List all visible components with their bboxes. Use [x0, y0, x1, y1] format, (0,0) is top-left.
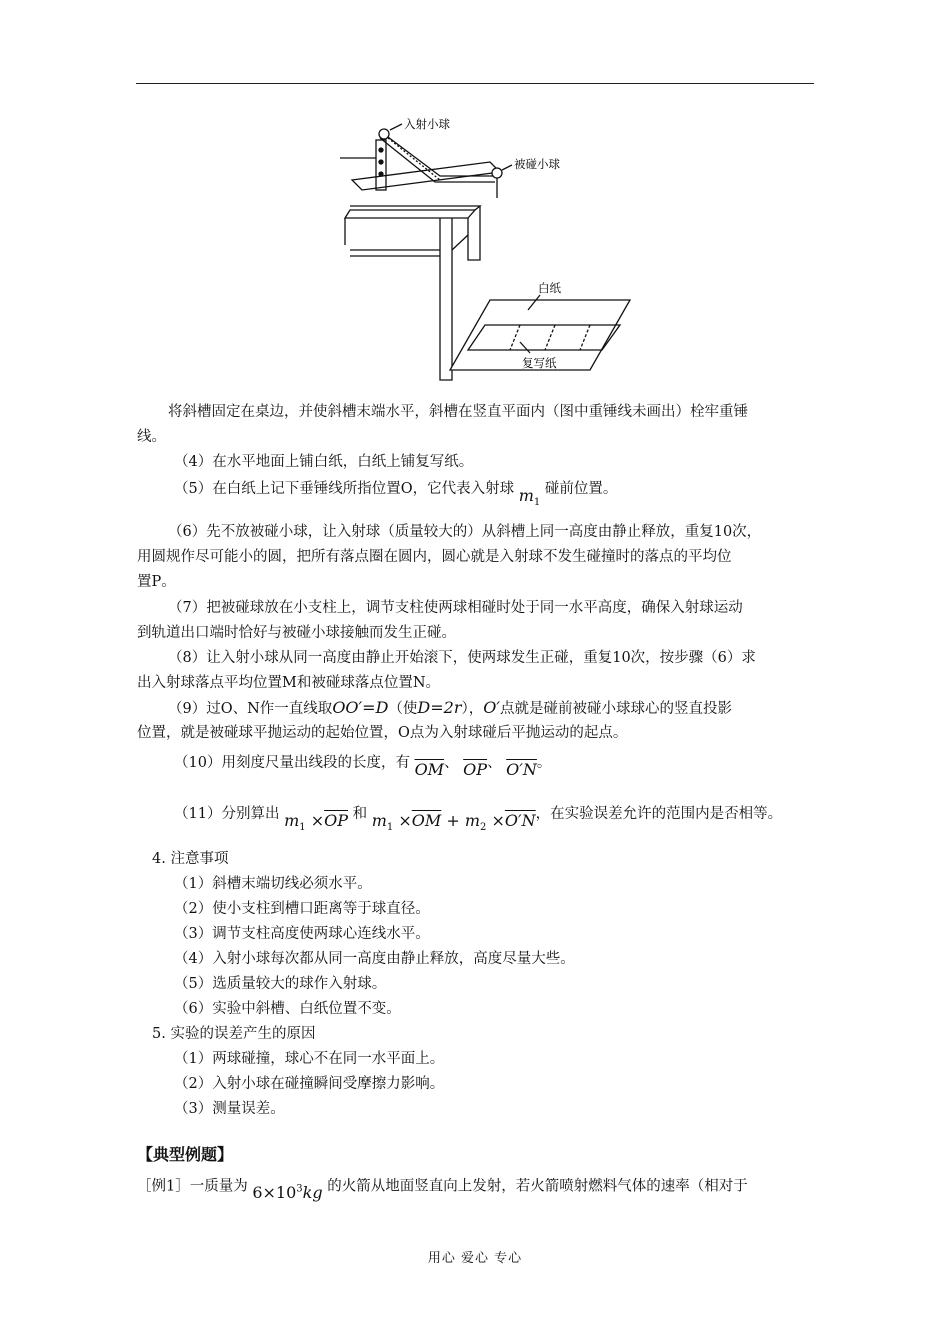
separator: 、	[487, 755, 502, 771]
o-prime: O′	[483, 698, 500, 717]
step-6-line-2: 用圆规作尽可能小的圆，把所有落点圈在圆内，圆心就是入射球不发生碰撞时的落点的平均位	[137, 549, 732, 565]
step-9-text: （9）过O、N作一直线取	[168, 701, 333, 717]
label-incident-ball: 入射小球	[404, 117, 450, 131]
error-item: （3）测量误差。	[174, 1101, 285, 1117]
label-carbon-paper: 复写纸	[522, 356, 557, 370]
step-9-text-b: （使	[388, 701, 418, 717]
mass-value: $6\times 10^3kg$	[252, 1183, 323, 1203]
notes-heading: 4. 注意事项	[152, 851, 229, 867]
segment-on: O′N	[506, 760, 537, 779]
para-1-line-1: 将斜槽固定在桌边，并使斜槽末端水平，斜槽在竖直平面内（图中重锤线未画出）栓牢重锤	[168, 404, 748, 420]
step-6-line-3: 置P。	[137, 574, 176, 590]
example-1	[137, 1172, 748, 1203]
and: 和	[352, 806, 368, 822]
step-6-line-1: （6）先不放被碰小球，让入射球（质量较大的）从斜槽上同一高度由静止释放，重复10次，	[168, 524, 762, 540]
errors-heading: 5. 实验的误差产生的原因	[152, 1026, 316, 1042]
expr-m1-om-plus-m2-on: $m_1 \times\overline{OM} + m_2 \times O'N$	[371, 811, 536, 834]
examples-title: 【典型例题】	[137, 1145, 234, 1164]
step-11-text-end: ，在实验误差允许的范围内是否相等。	[535, 806, 783, 822]
segment-om: $\overline{OM}$	[414, 760, 445, 779]
m1-symbol: $m_1$	[518, 486, 541, 509]
d-eq-2r: D=2r	[417, 698, 462, 717]
step-7-line-2: 到轨道出口端时恰好与被碰小球接触而发生正碰。	[137, 625, 456, 641]
label-target-ball: 被碰小球	[514, 157, 560, 171]
para-1-line-2: 线。	[137, 429, 166, 445]
note-item: （5）选质量较大的球作入射球。	[174, 976, 387, 992]
segment-op: $\overline{OP}$	[463, 760, 488, 779]
error-item: （1）两球碰撞，球心不在同一水平面上。	[174, 1051, 445, 1067]
header-rule	[136, 83, 814, 84]
period: 。	[536, 755, 552, 771]
note-item: （4）入射小球每次都从同一高度由静止释放，高度尽量大些。	[174, 951, 575, 967]
step-9-text-d: 点就是碰前被碰小球球心的竖直投影	[499, 701, 732, 717]
step-9-line-2: 位置，就是被碰球平抛运动的起始位置，O点为入射球碰后平抛运动的起点。	[137, 725, 628, 741]
note-item: （2）使小支柱到槽口距离等于球直径。	[174, 901, 430, 917]
apparatus-figure	[340, 110, 640, 390]
step-9-line-1	[168, 698, 732, 719]
example-1-text-end: 的火箭从地面竖直向上发射，若火箭喷射燃料气体的速率（相对于	[327, 1178, 748, 1195]
label-white-paper: 白纸	[538, 281, 561, 295]
oo-prime-eq: OO′=D	[332, 698, 389, 717]
step-10-text: （10）用刻度尺量出线段的长度，有	[174, 755, 410, 771]
step-4: （4）在水平地面上铺白纸，白纸上铺复写纸。	[174, 454, 474, 470]
step-8-line-2: 出入射球落点平均位置M和被碰球落点位置N。	[137, 675, 441, 691]
note-item: （3）调节支柱高度使两球心连线水平。	[174, 926, 430, 942]
separator: 、	[444, 755, 459, 771]
step-5-text: （5）在白纸上记下垂锤线所指位置O，它代表入射球	[174, 481, 515, 497]
step-8-line-1: （8）让入射小球从同一高度由静止开始滚下，使两球发生正碰，重复10次，按步骤（6）求	[168, 650, 756, 666]
note-item: （1）斜槽末端切线必须水平。	[174, 876, 372, 892]
note-item: （6）实验中斜槽、白纸位置不变。	[174, 1001, 401, 1017]
step-5	[174, 478, 618, 509]
step-5-text-end: 碰前位置。	[544, 481, 618, 497]
page-footer: 用心 爱心 专心	[427, 1251, 523, 1266]
step-10	[174, 752, 552, 779]
step-11-text: （11）分别算出	[174, 806, 280, 822]
step-11	[174, 803, 783, 834]
error-item: （2）入射小球在碰撞瞬间受摩擦力影响。	[174, 1076, 445, 1092]
step-9-text-c: ），	[461, 701, 484, 717]
expr-m1-op: $m_1 \times\overline{OP}$	[284, 811, 348, 834]
step-7-line-1: （7）把被碰球放在小支柱上，调节支柱使两球相碰时处于同一水平高度，确保入射球运动	[168, 600, 743, 616]
example-1-text: ［例1］一质量为	[137, 1178, 248, 1195]
